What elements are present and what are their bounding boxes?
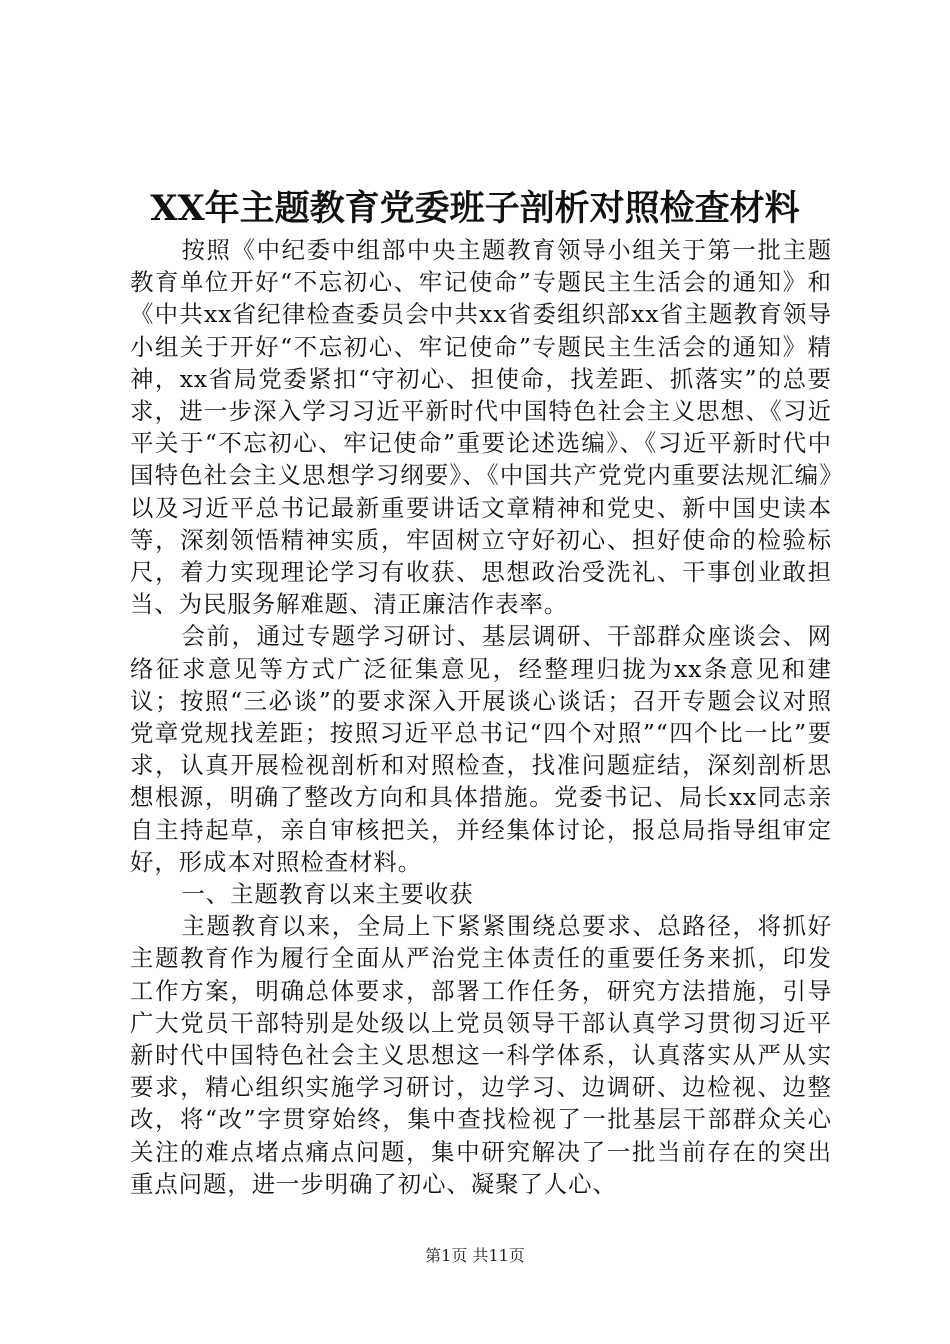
body-paragraph-1: 按照《中纪委中组部中央主题教育领导小组关于第一批主题教育单位开好“不忘初心、牢记使命”专题民主生活会的通知》和《中共xx省纪律检查委员会中共xx省委组织部xx省主题教育领导小组关于开好“不忘初心、牢记使命”专题民主生活会的通知》精神，xx省局党委紧扣“守初心、担使命，找差距、抓落实”的总要求，进一步深入学习习近平新时代中国特色社会主义思想、《习近平关于“不忘初心、牢记使命”重要论述选编》、《习近平新时代中国特色社会主义思想学习纲要》、《中国共产党党内重要法规汇编》以及习近平总书记最新重要讲话文章精神和党史、新中国史读本等，深刻领悟精神实质，牢固树立守好初心、担好使命的检验标尺，着力实现理论学习有收获、思想政治受洗礼、干事创业敢担当、为民服务解难题、清正廉洁作表率。 (130, 236, 832, 619)
section-heading: 一、主题教育以来主要收获 (181, 880, 474, 909)
body-paragraph-3: 主题教育以来，全局上下紧紧围绕总要求、总路径，将抓好主题教育作为履行全面从严治党主体责任的重要任务来抓，印发工作方案，明确总体要求，部署工作任务，研究方法措施，引导广大党员干部特别是处级以上党员领导干部认真学习贯彻习近平新时代中国特色社会主义思想这一科学体系，认真落实从严从实要求，精心组织实施学习研讨，边学习、边调研、边检视、边整改，将“改”字贯穿始终，集中查找检视了一批基层干部群众关心关注的难点堵点痛点问题，集中研究解决了一批当前存在的突出重点问题，进一步明确了初心、凝聚了人心、 (130, 912, 832, 1198)
document-body (130, 234, 832, 1200)
document-title: XX年主题教育党委班子剖析对照检查材料 (150, 188, 800, 229)
page-number-footer: 第1页 共11页 (425, 1246, 525, 1265)
body-paragraph-2: 会前，通过专题学习研讨、基层调研、干部群众座谈会、网络征求意见等方式广泛征集意见，经整理归拢为xx条意见和建议；按照“三必谈”的要求深入开展谈心谈话；召开专题会议对照党章党规找差距；按照习近平总书记“四个对照”“四个比一比”要求，认真开展检视剖析和对照检查，找准问题症结，深刻剖析思想根源，明确了整改方向和具体措施。党委书记、局长xx同志亲自主持起草，亲自审核把关，并经集体讨论，报总局指导组审定好，形成本对照检查材料。 (130, 622, 832, 876)
